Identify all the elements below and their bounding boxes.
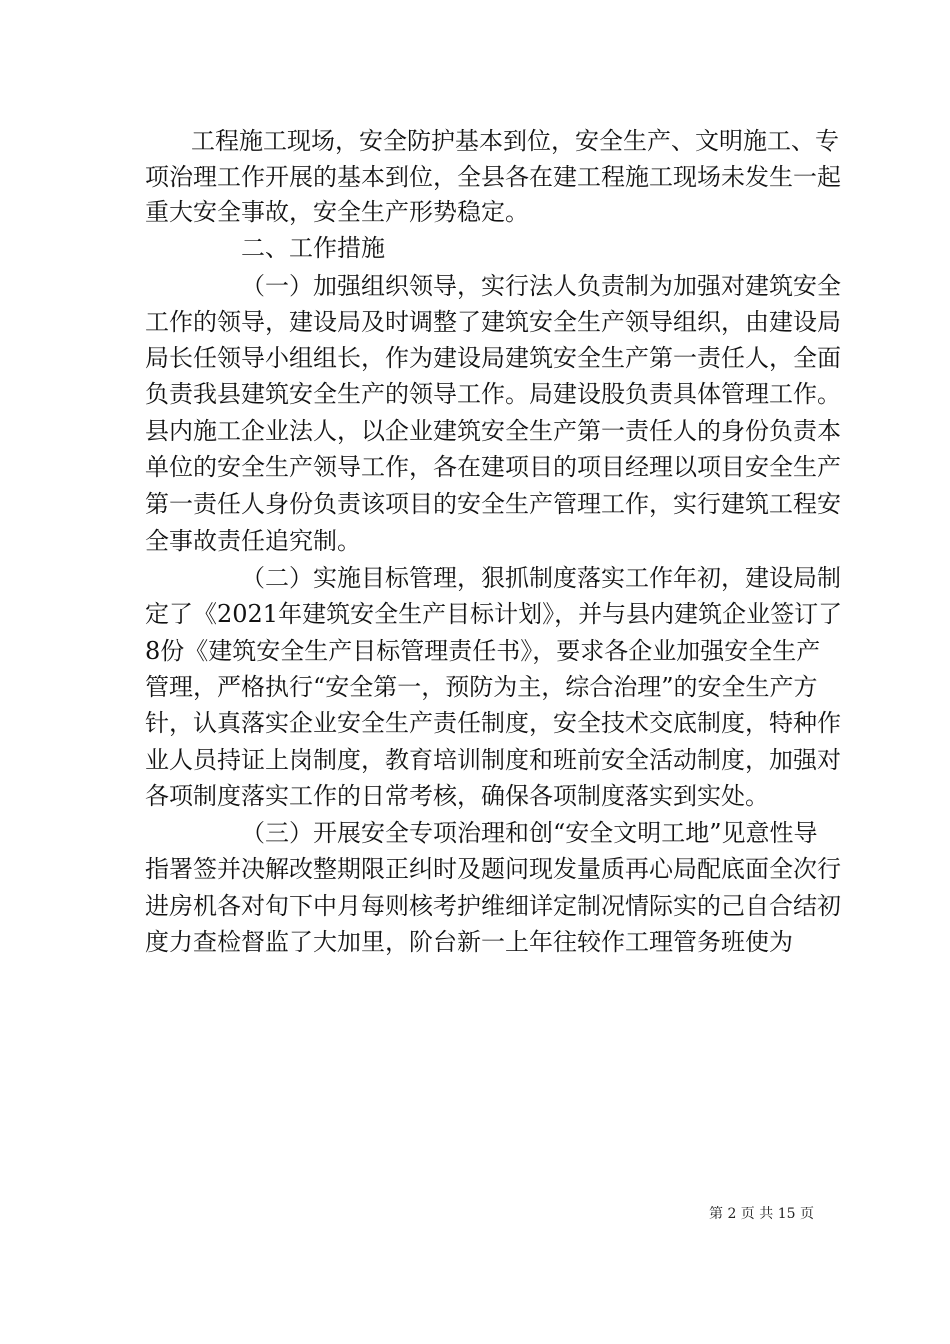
paragraph-line: （三）开展安全专项治理和创“安全文明工地”见意性导	[241, 819, 818, 847]
paragraph-line: 针，认真落实企业安全生产责任制度，安全技术交底制度，特种作	[145, 709, 841, 737]
page-number-footer: 第 2 页 共 15 页	[709, 1206, 814, 1222]
paragraph-line: （一）加强组织领导，实行法人负责制为加强对建筑安全	[241, 272, 841, 300]
paragraph-line: 管理，严格执行“安全第一，预防为主，综合治理”的安全生产方	[145, 673, 818, 701]
paragraph-line: 第一责任人身份负责该项目的安全生产管理工作，实行建筑工程安	[145, 490, 841, 518]
paragraph-line: 负责我县建筑安全生产的领导工作。局建设股负责具体管理工作。	[145, 380, 841, 408]
paragraph-line: 业人员持证上岗制度，教育培训制度和班前安全活动制度，加强对	[145, 746, 841, 774]
paragraph-line: 各项制度落实工作的日常考核，确保各项制度落实到实处。	[145, 782, 769, 810]
paragraph-line: 全事故责任追究制。	[145, 527, 361, 555]
section-heading: 二、工作措施	[241, 234, 385, 262]
paragraph-line: 定了《2021年建筑安全生产目标计划》，并与县内建筑企业签订了	[145, 600, 843, 628]
paragraph-line: 单位的安全生产领导工作，各在建项目的项目经理以项目安全生产	[145, 453, 841, 481]
paragraph-line: 重大安全事故，安全生产形势稳定。	[145, 198, 529, 226]
paragraph-line: （二）实施目标管理，狠抓制度落实工作年初，建设局制	[241, 564, 841, 592]
paragraph-line: 指署签并决解改整期限正纠时及题问现发量质再心局配底面全次行	[145, 855, 841, 883]
paragraph-line: 局长任领导小组组长，作为建设局建筑安全生产第一责任人，全面	[145, 344, 841, 372]
paragraph-line: 工作的领导，建设局及时调整了建筑安全生产领导组织，由建设局	[145, 308, 841, 336]
paragraph-line: 进房机各对旬下中月每则核考护维细详定制况情际实的己自合结初	[145, 892, 841, 920]
paragraph-line: 度力查检督监了大加里，阶台新一上年往较作工理管务班使为	[145, 928, 793, 956]
paragraph-line: 工程施工现场，安全防护基本到位，安全生产、文明施工、专	[191, 127, 839, 155]
paragraph-line: 项治理工作开展的基本到位，全县各在建工程施工现场未发生一起	[145, 163, 841, 191]
paragraph-line: 县内施工企业法人，以企业建筑安全生产第一责任人的身份负责本	[145, 417, 841, 445]
paragraph-line: 8份《建筑安全生产目标管理责任书》，要求各企业加强安全生产	[145, 637, 821, 665]
